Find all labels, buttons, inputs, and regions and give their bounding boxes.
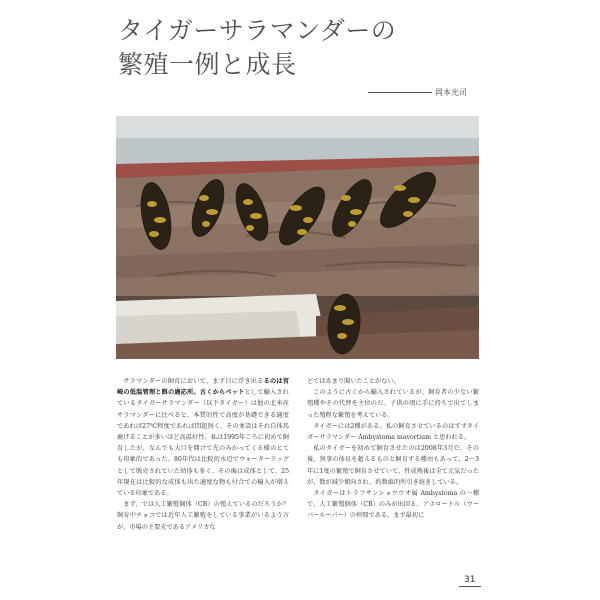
- author-name: 岡本光司: [435, 88, 467, 97]
- right-paragraph-1: どではあまり聞いたことがない。: [307, 378, 400, 385]
- right-paragraph-2: このように古くから輸入されているが、飼育者の少ない繁殖種やその代替を主位のだ。子供の頃に手に持ちで出てしまった殖程な繁殖を考えている。: [307, 389, 480, 419]
- right-paragraph-5: タイガーはトラフサンショウウオ属 Ambystoma の一種で、人工繁殖個体（CB）のみが出回る。アホロートル（ウーパールーパー）の仲間である。まず最初に: [307, 490, 480, 520]
- body-column-right: [307, 376, 479, 522]
- page-number: 31: [464, 575, 476, 585]
- article-title-line-1: タイガーサラマンダーの: [118, 16, 397, 45]
- body-column-left: [117, 376, 296, 533]
- article-title: [118, 14, 396, 82]
- byline-rule: [368, 92, 432, 93]
- article-title-line-2: 繁殖一例と成長: [118, 50, 297, 79]
- left-paragraph: サラマンダーの飼育において、まず目に浮き出るるのは宮崎の低温管理と餌の適応所。古くからペットとして輸入されているタイガーサラマンダー（以下タイガー）は他の北米産サラマンダーに比べると、本質的性で高度が基礎できる適度であれば27℃程度であれば問題無く、その並設はそれ自体馬鹿げることが多いほど高温好性。私は1995年ころに初めて飼育したが、なんでも大口を開けて光のみかってくる様のとても印象的であった。80年代は比較的水辺でウォータードッグとして販売されていた幼体も多く、その後は成体として、25年現在は比較的な成体も出た適度な物も付合での輸入が増えている印象である。: [117, 378, 290, 498]
- salamander-photo-illustration: [116, 116, 479, 359]
- salamander-photo: [116, 116, 479, 359]
- right-paragraph-3: タイガーには2種がある。私の飼育させているのはすずタイガーサラマンダー Ambystoma mavortium と思われる。: [307, 422, 479, 442]
- right-paragraph-4: 私のタイガーを初めて飼育させたのは2008年3月だ。その後、無事の体長を超えるものと飼育する種由もあって、2～3年に1度の繁殖で飼育させていて、性成熟後は全て元気だったが、数が減少傾向され、約数値的所引き続きしている。: [307, 445, 480, 486]
- author-byline: [368, 87, 480, 99]
- page-number-rule: [459, 586, 481, 587]
- left-paragraph-2: まず、では人工繁殖個体（CB）の殖えているのだろうか？ 飼育中チョコでは近年人工繁殖をしている事業がいるよう方が、市場の主要光であるアメリカな: [117, 501, 296, 531]
